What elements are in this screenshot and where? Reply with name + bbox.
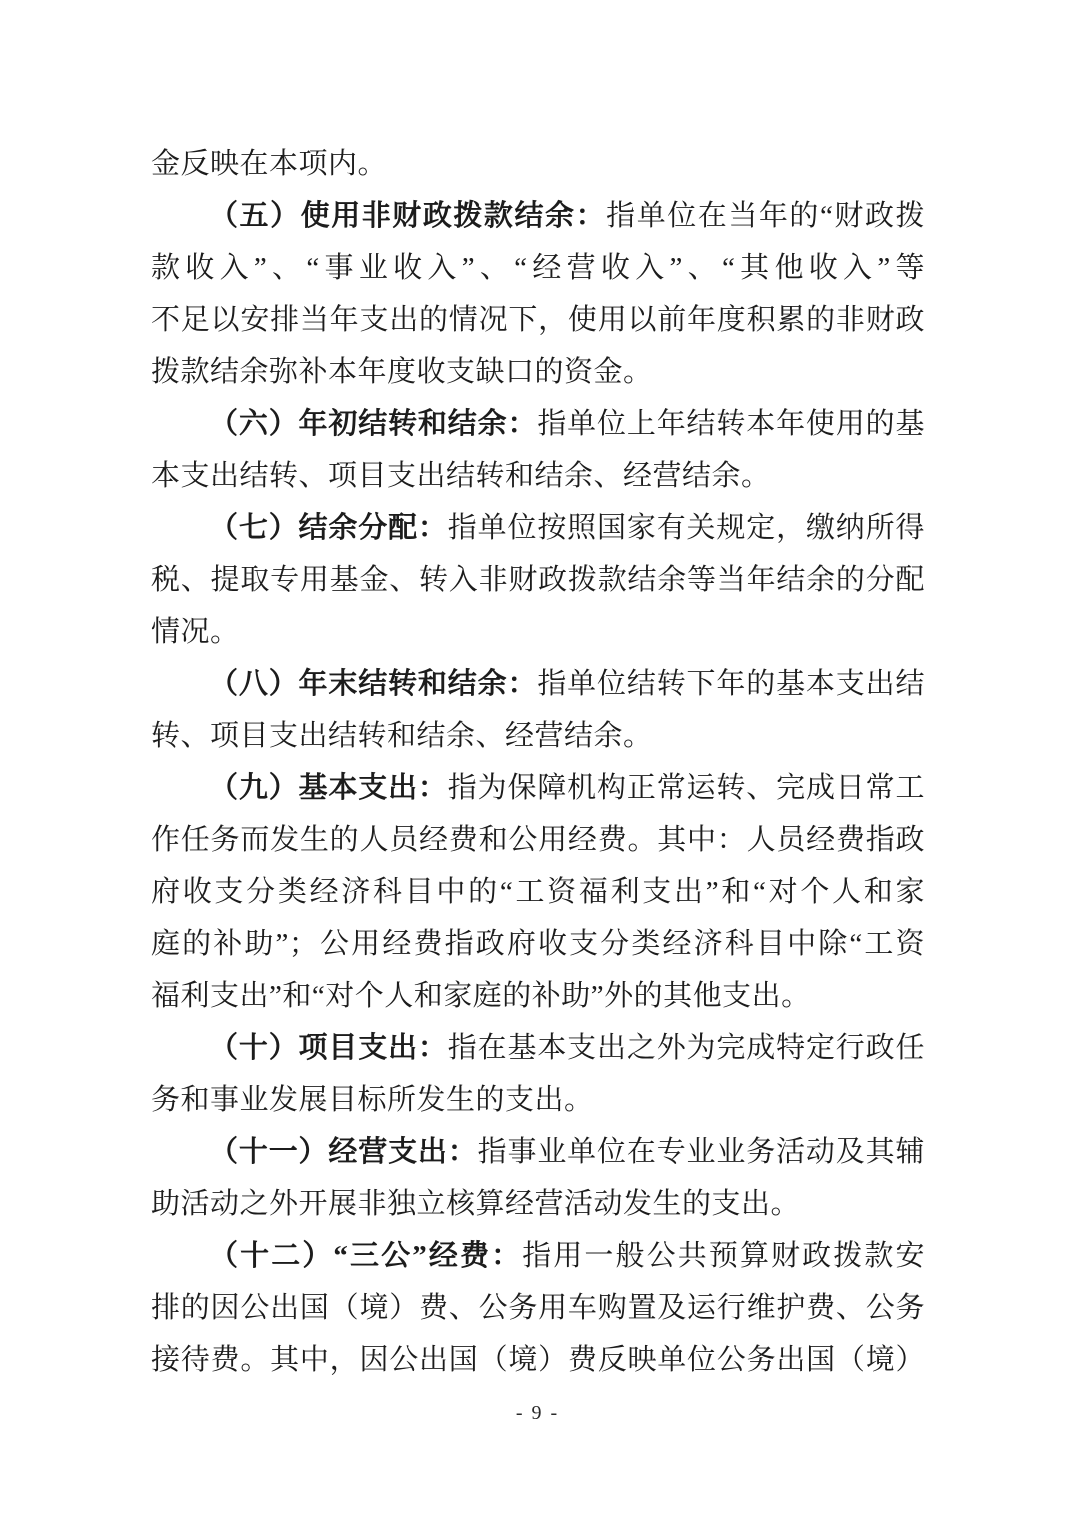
paragraph-label: （十二）“三公”经费：	[209, 1240, 523, 1272]
text-line: 作任务而发生的人员经费和公用经费。其中：人员经费指政	[151, 824, 925, 856]
text-line: 助活动之外开展非独立核算经营活动发生的支出。	[151, 1188, 801, 1220]
text-line: 情况。	[151, 616, 240, 648]
paragraph-label: （十一）经营支出：	[209, 1136, 478, 1168]
text-line: （十二）“三公”经费：指用一般公共预算财政拨款安	[209, 1240, 925, 1272]
text-line: （九）基本支出：指为保障机构正常运转、完成日常工	[209, 772, 925, 804]
text-line: （十一）经营支出：指事业单位在专业业务活动及其辅	[209, 1136, 925, 1168]
document-body	[151, 138, 925, 1386]
text-line: 府收支分类经济科目中的“工资福利支出”和“对个人和家	[151, 876, 925, 908]
paragraph-label: （五）使用非财政拨款结余：	[209, 200, 607, 232]
text-line: 拨款结余弥补本年度收支缺口的资金。	[151, 356, 653, 388]
text-line: 排的因公出国（境）费、公务用车购置及运行维护费、公务	[151, 1292, 925, 1324]
paragraph-label: （六）年初结转和结余：	[209, 408, 538, 440]
page-footer	[0, 1398, 1075, 1428]
text-line: （八）年末结转和结余：指单位结转下年的基本支出结	[209, 668, 925, 700]
paragraph-label: （十）项目支出：	[209, 1032, 448, 1064]
text-line: 本支出结转、项目支出结转和结余、经营结余。	[151, 460, 771, 492]
text-line: 款收入”、“事业收入”、“经营收入”、“其他收入”等	[151, 252, 925, 284]
paragraph-label: （七）结余分配：	[209, 512, 448, 544]
paragraph-label: （九）基本支出：	[209, 772, 448, 804]
text-line: 福利支出”和“对个人和家庭的补助”外的其他支出。	[151, 980, 811, 1012]
text-line: （六）年初结转和结余：指单位上年结转本年使用的基	[209, 408, 925, 440]
text-line: （五）使用非财政拨款结余：指单位在当年的“财政拨	[209, 200, 925, 232]
text-line: 金反映在本项内。	[151, 148, 388, 180]
page-number: - 9 -	[515, 1402, 560, 1424]
text-line: 接待费。其中，因公出国（境）费反映单位公务出国（境）	[151, 1344, 925, 1376]
text-line: 转、项目支出结转和结余、经营结余。	[151, 720, 653, 752]
text-line: （七）结余分配：指单位按照国家有关规定，缴纳所得	[209, 512, 925, 544]
text-line: 庭的补助”；公用经费指政府收支分类经济科目中除“工资	[151, 928, 925, 960]
text-line: 务和事业发展目标所发生的支出。	[151, 1084, 594, 1116]
paragraph-label: （八）年末结转和结余：	[209, 668, 538, 700]
text-line: （十）项目支出：指在基本支出之外为完成特定行政任	[209, 1032, 925, 1064]
text-line: 不足以安排当年支出的情况下，使用以前年度积累的非财政	[151, 304, 925, 336]
text-line: 税、提取专用基金、转入非财政拨款结余等当年结余的分配	[151, 564, 925, 596]
